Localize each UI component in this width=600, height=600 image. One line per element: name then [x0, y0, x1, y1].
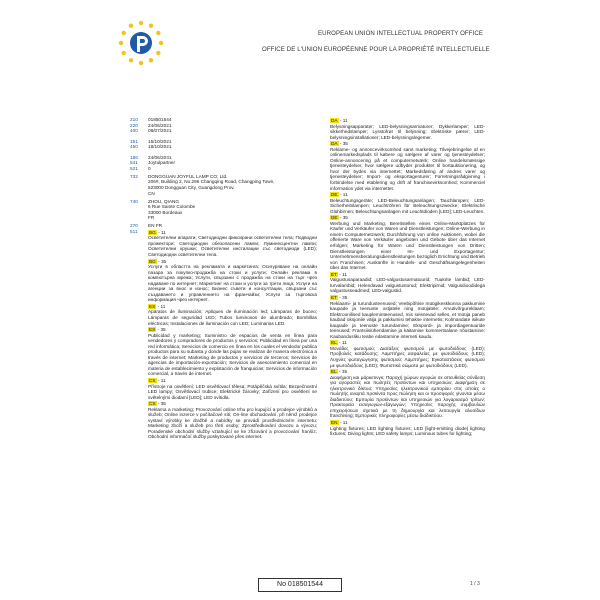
field-value	[148, 174, 317, 196]
field-value	[148, 128, 317, 134]
field-line: 0	[148, 165, 151, 171]
field-value	[148, 144, 317, 150]
language-badge: CS	[149, 378, 156, 384]
field-code: 151	[130, 138, 138, 144]
field-code: 210	[130, 117, 138, 122]
field-line: ZHOU, QIANG	[148, 198, 179, 204]
nice-class-number: 11	[342, 271, 348, 277]
language-badge: CS	[149, 401, 156, 407]
field-code: 511	[130, 228, 138, 234]
separator: -	[156, 378, 161, 384]
field-511	[130, 229, 317, 440]
language-badge: ET	[331, 294, 337, 300]
field-line: 24/06/2021	[148, 122, 172, 128]
language-badge: DE	[331, 192, 338, 198]
goods-description: Beleuchtungsgeräte; LED-Beleuchtungsanlagen; Tauchlampen; LED-Sicherheitslampen; Leuchtröhren für Beleuchtungszwecke; Elektrische Glühbirnen; Beleuchtungsanlagen mit Leuchtdioden [LED]; LED-Leuchten.	[330, 197, 485, 214]
field-code: 270	[130, 223, 138, 229]
field-line: EN FR	[148, 223, 163, 229]
separator: -	[337, 340, 342, 346]
goods-description: Aparatos de iluminación; Apliques de iluminación led; Lámparas de buceo; Lámparas de seguridad LED; Tubos luminosos de alumbrado; Bombillas eléctricas; Instalaciones de iluminación con LED; Luminarias LED.	[148, 309, 317, 326]
registration-number-box: No 018501544	[258, 578, 342, 592]
field-line: 523000 Dongguan City, Guangdong Prov.	[148, 184, 235, 190]
nice-class-number: 11	[341, 340, 347, 346]
field-code: 220	[130, 122, 138, 128]
language-badge: DA	[331, 141, 338, 147]
language-badge: BG	[149, 229, 156, 235]
field-line: DONGGUAN JOYFUL LAMP CO; Ltd.	[148, 173, 228, 179]
goods-description: Werbung und Marketing; Bereitstellen eines Online-Marktplatzes für Käufer und Verkäufer von Waren und Dienstleistungen; Online-Werbung in einem Computernetzwerk; Durchführung von online Auktionen, wobei die offerierte Ware von Verkäufer angeboten und Gebote über das Internet erfolgen; Marketing für Waren und Dienstleistungen von Dritten; Dienstleistungen einer Im- und Exportagentur; Unternehmensberatungsdienstleistungen bezüglich Errichtung und Betrieb von Franchisen; Auskünfte in Handels- und Geschäftsangelegenheiten über das Internet.	[330, 220, 485, 271]
field-line: 33000 Bordeaux	[148, 209, 183, 215]
field-line: 6 Rue Sainte Colombe	[148, 204, 196, 210]
separator: -	[338, 192, 343, 198]
office-title-fr: OFFICE DE L'UNION EUROPÉENNE POUR LA PROPRIÉTÉ INTELLECTUELLE	[262, 46, 490, 53]
separator: -	[156, 327, 161, 333]
field-list	[130, 117, 317, 229]
language-badge: ES	[149, 327, 156, 333]
nice-class-number: 35	[341, 369, 348, 375]
goods-description: Belysningsapparater; LED-belysningsarmaturer; Dykkerlamper; LED-sikkerhedslamper; Lysstofrør til belysning; Elektriske pærer; LED-belysningsinstallationer; LED-belysningslegemer.	[330, 123, 485, 140]
nice-class-number: 11	[160, 303, 166, 309]
goods-description: Διαφήμιση και μάρκετινγκ; Παροχή χώρων αγορών σε απευθείας σύνδεση για αγοραστές και πωλητές προϊόντων και υπηρεσιών; Διαφήμιση σε ηλεκτρονικό δίκτυο; Υπηρεσίες ηλεκτρονικού εμπορίου στις οποίες ο πωλητής αναρτά προϊόντα προς πώληση και οι προσφορές γίνονται μέσω διαδικτύου; Εμπορία προϊόντων και υπηρεσιών για λογαριασμό τρίτων; Πρακτορεία εισαγωγών-εξαγωγών; Υπηρεσίες παροχής συμβουλών επιχειρήσεων σχετικά με τη δημιουργία και λειτουργία αλυσίδων franchising; Εμπορικές πληροφορίες μέσω διαδικτύου.	[330, 374, 485, 419]
separator: -	[337, 369, 342, 375]
separator: -	[338, 419, 343, 425]
separator: -	[338, 141, 343, 147]
field-732	[130, 174, 317, 196]
language-badge: ES	[149, 303, 156, 309]
field-line: 08/07/2021	[148, 128, 172, 134]
field-code: 400	[130, 128, 138, 134]
field-code: 740	[130, 198, 138, 204]
nice-class-number: 35	[342, 141, 348, 147]
separator: -	[156, 258, 161, 264]
field-code: 732	[130, 173, 138, 179]
field-code: 186	[130, 154, 138, 160]
nice-class-number: 11	[342, 118, 348, 123]
language-badge: EL	[331, 369, 337, 375]
nice-class-number: 35	[342, 294, 348, 300]
separator: -	[156, 229, 161, 235]
nice-class-number: 11	[342, 419, 348, 425]
goods-description: Осветителни апарати; Светодиодни фиксирани осветителни тела; Подводни прожектори; Светодиодни обезопасени лампи; Луминесцентни лампи; Осветителни крушки; Осветителни инсталации със светодиоди (LED); Светодиодни осветителни тела.	[148, 235, 317, 257]
euipo-logo	[118, 20, 164, 66]
field-400	[130, 128, 317, 134]
nice-class-number: 11	[160, 378, 166, 384]
field-740	[130, 199, 317, 221]
goods-description: Přístroje na osvětlení; LED osvětlovací tělesa; Potápěčská svítila; Bezpečnostní LED lampy; Osvětlovací trubice; Elektrické žárovky; Zařízení pro osvětlení se světelnými diodami [LED]; LED svítidla.	[148, 383, 317, 400]
nice-class-number: 35	[160, 327, 166, 333]
bibliographic-column	[130, 117, 317, 440]
goods-description: Reklama a marketing; Provozování online trhu pro kupující a prodejce výrobků a služeb; Online inzerce v počítačové síti; On-line obchodování, při němž prodejce vystaví výrobky ke dražbě a nabídky se provádí prostřednictvím internetu; Marketing zboží a služeb pro třetí osoby; Zprostředkování dovozu a vývozu; Poradenské obchodní služby vztahující se ke zřizování a provozování franšíz; Obchodní informační služby poskytované přes internet.	[148, 406, 317, 440]
nice-class-number: 11	[342, 192, 348, 198]
language-badge: DA	[331, 118, 338, 123]
field-code: 541	[130, 160, 138, 166]
field-line: CN	[148, 190, 155, 196]
field-value	[148, 199, 317, 221]
field-line: FR	[148, 215, 155, 221]
field-line: 24/06/2031	[148, 154, 172, 160]
nice-class-number: 35	[160, 258, 167, 264]
field-line: 206#, Building 2, No.296 Changqing Road, Changping Town,	[148, 179, 275, 185]
language-badge: BG	[149, 258, 156, 264]
goods-services-column	[330, 117, 485, 437]
nice-class-number: 11	[160, 229, 166, 235]
separator: -	[338, 294, 343, 300]
language-badge: DE	[331, 215, 338, 221]
language-badge: ET	[331, 271, 337, 277]
goods-services-list-continued	[330, 118, 485, 437]
goods-services-list	[148, 229, 317, 440]
language-badge: EL	[331, 340, 337, 346]
language-badge: EN	[331, 419, 338, 425]
nice-class-number: 35	[160, 401, 166, 407]
field-521	[130, 166, 317, 172]
separator: -	[338, 118, 343, 123]
nice-class-number: 35	[342, 215, 348, 221]
field-line: Joytulpartner	[148, 160, 176, 166]
office-title-en: EUROPEAN UNION INTELLECTUAL PROPERTY OFFICE	[318, 30, 484, 37]
goods-description: Publicidad y marketing; Suministro de espacios de venta en línea para vendedores y compradores de productos y servicios; Publicidad en línea por una red informática; Servicios de comercio en línea en los cuales el vendedor publica productos para su subasta y donde las pujas se realizan de manera electrónica a través de internet; Marketing de productos y servicios de terceros; Servicios de agencias de importación-exportación; Servicios de asesoramiento comercial en materia de establecimiento y explotación de franquicias; Servicios de información comercial, a través de internet.	[148, 332, 317, 377]
field-value	[148, 166, 317, 172]
goods-description: Услуги в областта на рекламата и маркетинга; Осигуряване на онлайн пазара за покупко-продажба на стоки и услуги; Онлайн реклама в компютърна мрежа; Услуги, свързани с продажба на стоки на търг чрез надаване по интернет; Маркетинг на стоки и услуги за трети лица; Услуги на агенции за внос и износ; Бизнес съвети и консултации, свързани със създаването и управлението на франчайзи; Услуги за търговска информация чрез интернет.	[148, 264, 317, 303]
goods-description: Μονάδες φωτισμού; Διατάξεις φωτισμού με φωτοδιόδους (LED); Προβολείς κατάδυσης; Λαμπτήρες ασφαλείας με φωτοδιόδους (LED); Λυχνίες φωταγώγησης φωτισμού; Λαμπτήρες; Εγκαταστάσεις φωτισμού με φωτοδιόδους (LED); Φωτιστικά σώματα με φωτοδιόδους (LED).	[330, 345, 485, 368]
separator: -	[156, 401, 161, 407]
page-number: 1 / 3	[470, 581, 480, 587]
field-code: 450	[130, 144, 138, 150]
field-line: 15/10/2021	[148, 138, 172, 144]
goods-description: Lighting fixtures; LED lighting fixtures; LED [light-emitting diode] lighting fixtures; Diving lights; LED safety lamps; Luminous tubes for lighting;	[330, 425, 485, 437]
goods-description: Valgustusaparaadid; LED-valgustusarmatuurid; Tuukrite lambid; LED-turvalambid; Helendavad valgustustorud; Elektripirnid; Valgusdioodidega valgustusseadmed; LED-valgustid.	[330, 277, 485, 294]
separator: -	[156, 303, 161, 309]
separator: -	[338, 215, 343, 221]
goods-description: Reklame- og annoncevirksomhed samt marketing; Tilvejebringelse af en onlinemarkedsplads til købere og sælgere af varer og tjenesteydelser; Online-annoncering på et computernetværk; Online handelsmæssige tjenesteydelser, hvor sælgere udbyder produkter til bortauktionering, og hvor der bydes via internettet; Markedsføring af andres varer og tjenesteydelser; Import- og eksportagenturer; Forretningsrådgivning i forbindelse med etablering og drift af franchisevirksomhed; Kommerciel information ydet via internettet.	[330, 146, 485, 191]
field-450	[130, 144, 317, 150]
field-line: 18/10/2021	[148, 144, 172, 150]
goods-description: Reklaami- ja turundusteenused; Veebipõhise müügikeskkonna pakkumine kaupade ja teenuste ostjatele ning müüjatele; Arvutivõrgureklaam; Elektroonilised kaupleminteenused, mis seisnevad selles, et müüja paneb kaubad oksjonile välja ja pakkumisi tehakse internetis; Kolmandate isikute kaupade ja teenuste turundamine; Ekspordi- ja impordiagentuuride teenused; Frantsiisiühendamise ja käitamise kommertsalane nõustamine; Kaubandusliku teabe edastamine interneti kaudu.	[330, 300, 485, 339]
separator: -	[338, 271, 343, 277]
field-line: 018501544	[148, 117, 172, 122]
field-code: 521	[130, 165, 138, 171]
